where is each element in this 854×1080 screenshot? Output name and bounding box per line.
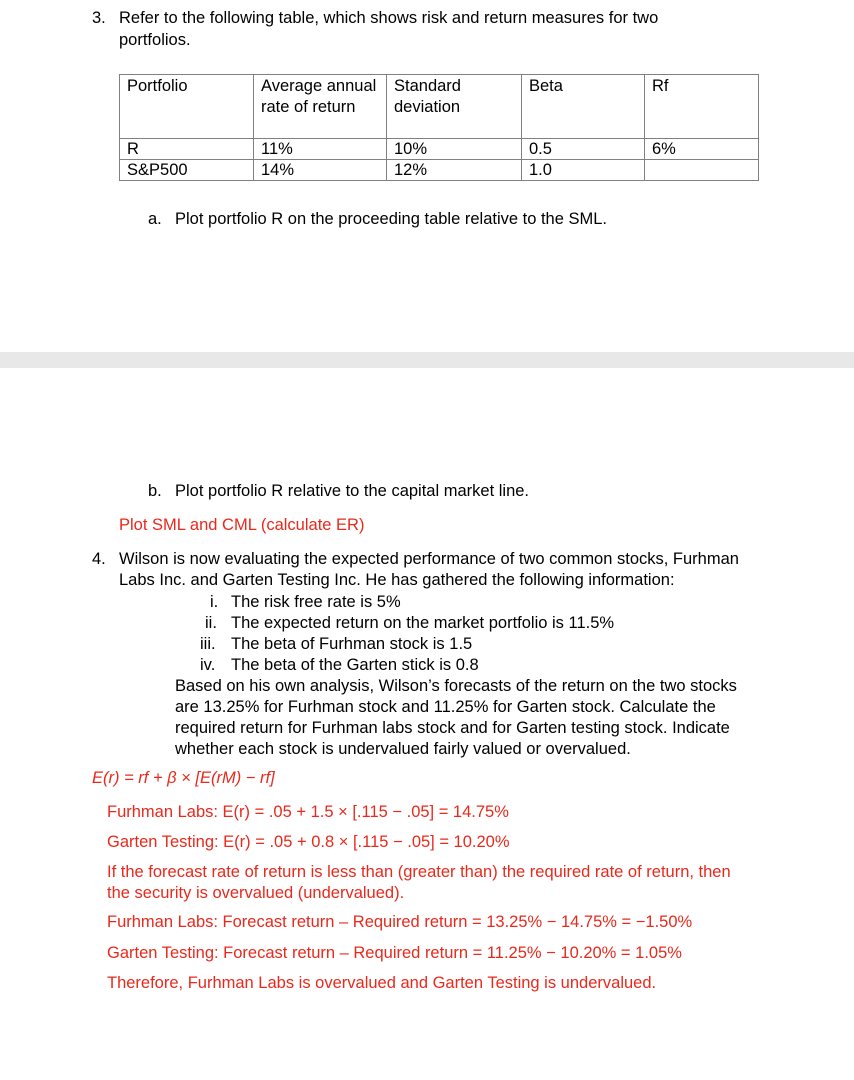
q3-text-line1: Refer to the following table, which shows risk and return measures for two: [119, 9, 659, 27]
cell-portfolio: S&P500: [120, 160, 254, 181]
q4-paragraph: [175, 676, 758, 760]
table-header-row: [120, 75, 759, 139]
cell-portfolio: R: [120, 139, 254, 160]
rule-line2: the security is overvalued (undervalued).: [107, 884, 405, 902]
header-rf: Rf: [645, 75, 759, 139]
item-label: iv.: [200, 656, 216, 674]
paragraph-line: are 13.25% for Furhman stock and 11.25% for Garten stock. Calculate the: [175, 698, 716, 716]
cell-return: 11%: [254, 139, 387, 160]
header-beta: Beta: [522, 75, 645, 139]
garten-er: Garten Testing: E(r) = .05 + 0.8 × [.115 − .05] = 10.20%: [107, 833, 510, 851]
q3-number: 3.: [92, 9, 106, 27]
q3-text-line2: portfolios.: [119, 31, 191, 49]
item-label: i.: [210, 593, 219, 611]
q4-text-line1: Wilson is now evaluating the expected performance of two common stocks, Furhman: [119, 550, 739, 568]
cell-rf: 6%: [645, 139, 759, 160]
part-a-label: a.: [148, 210, 162, 228]
rule-line1: If the forecast rate of return is less than (greater than) the required rate of return, then: [107, 863, 731, 881]
cell-std-dev: 12%: [387, 160, 522, 181]
item-text: The expected return on the market portfolio is 11.5%: [231, 614, 615, 632]
page-divider: [0, 352, 854, 368]
header-average-return: Average annual rate of return: [254, 75, 387, 139]
table-row: [120, 160, 759, 181]
risk-return-table: [119, 74, 759, 181]
cell-std-dev: 10%: [387, 139, 522, 160]
item-label: ii.: [205, 614, 217, 632]
part-b-text: Plot portfolio R relative to the capital market line.: [175, 482, 530, 500]
paragraph-line: whether each stock is undervalued fairly valued or overvalued.: [175, 740, 631, 758]
plot-note: Plot SML and CML (calculate ER): [119, 516, 365, 534]
cell-rf: [645, 160, 759, 181]
garten-diff: Garten Testing: Forecast return – Required return = 11.25% − 10.20% = 1.05%: [107, 944, 682, 962]
cell-return: 14%: [254, 160, 387, 181]
cell-beta: 0.5: [522, 139, 645, 160]
q4-number: 4.: [92, 550, 106, 568]
capm-formula: E(r) = rf + β × [E(rM) − rf]: [92, 769, 275, 787]
header-standard-deviation: Standard deviation: [387, 75, 522, 139]
furhman-er: Furhman Labs: E(r) = .05 + 1.5 × [.115 − .05] = 14.75%: [107, 803, 509, 821]
item-text: The beta of the Garten stick is 0.8: [231, 656, 479, 674]
paragraph-line: required return for Furhman labs stock and for Garten testing stock. Indicate: [175, 719, 730, 737]
item-label: iii.: [200, 635, 216, 653]
header-portfolio: Portfolio: [120, 75, 254, 139]
furhman-diff: Furhman Labs: Forecast return – Required return = 13.25% − 14.75% = −1.50%: [107, 913, 693, 931]
q4-text-line2: Labs Inc. and Garten Testing Inc. He has gathered the following information:: [119, 571, 675, 589]
item-text: The beta of Furhman stock is 1.5: [231, 635, 473, 653]
conclusion: Therefore, Furhman Labs is overvalued and Garten Testing is undervalued.: [107, 974, 657, 992]
paragraph-line: Based on his own analysis, Wilson’s forecasts of the return on the two stocks: [175, 677, 737, 695]
cell-beta: 1.0: [522, 160, 645, 181]
part-b-label: b.: [148, 482, 162, 500]
table-row: [120, 139, 759, 160]
part-a-text: Plot portfolio R on the proceeding table relative to the SML.: [175, 210, 608, 228]
item-text: The risk free rate is 5%: [231, 593, 401, 611]
